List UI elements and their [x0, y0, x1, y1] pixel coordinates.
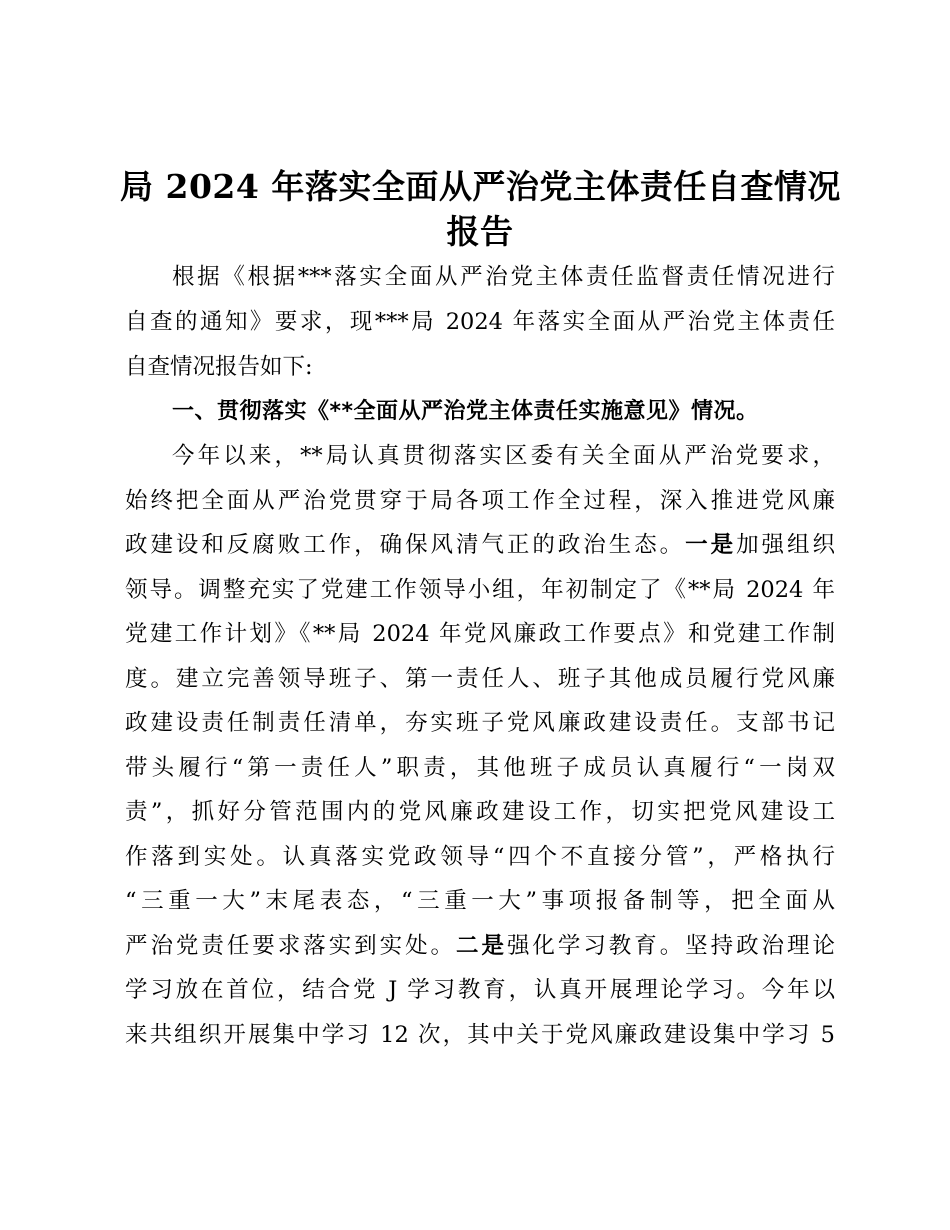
document-title-line-2: 报告 — [446, 212, 514, 251]
body-line-11: “三重一大”末尾表态，“三重一大”事项报备制等，把全面从 — [125, 888, 835, 914]
intro-line-1: 根据《根据***落实全面从严治党主体责任监督责任情况进行 — [172, 264, 835, 290]
body-line-5: 党建工作计划》《**局 2024 年党风廉政工作要点》和党建工作制 — [125, 621, 835, 647]
body-line-12 — [125, 931, 835, 961]
body-line-2: 始终把全面从严治党贯穿于局各项工作全过程，深入推进党风廉 — [125, 488, 835, 514]
body-line-7: 政建设责任制责任清单，夯实班子党风廉政建设责任。支部书记 — [125, 710, 835, 736]
body-line-3-text: 政建设和反腐败工作，确保风清气正的政治生态。 — [125, 532, 686, 558]
bold-marker-first: 一是 — [685, 532, 737, 558]
document-title-line-1: 局 2024 年落实全面从严治党主体责任自查情况 — [120, 167, 841, 206]
section-heading-1: 一、贯彻落实《**全面从严治党主体责任实施意见》情况。 — [172, 399, 759, 424]
body-line-3-tail: 加强组织 — [736, 532, 835, 558]
bold-marker-second: 二是 — [456, 933, 507, 959]
body-line-6: 度。建立完善领导班子、第一责任人、班子其他成员履行党风廉 — [125, 666, 835, 692]
body-line-14: 来共组织开展集中学习 12 次，其中关于党风廉政建设集中学习 5 — [125, 1022, 835, 1048]
body-line-1: 今年以来，**局认真贯彻落实区委有关全面从严治党要求， — [172, 443, 835, 469]
body-line-9: 责”，抓好分管范围内的党风廉政建设工作，切实把党风建设工 — [125, 799, 835, 825]
body-line-12-tail: 强化学习教育。坚持政治理论 — [506, 933, 835, 959]
intro-line-3: 自查情况报告如下: — [125, 354, 313, 380]
body-line-12-text: 严治党责任要求落实到实处。 — [125, 933, 456, 959]
body-line-4: 领导。调整充实了党建工作领导小组，年初制定了《**局 2024 年 — [125, 577, 835, 603]
body-line-10: 作落到实处。认真落实党政领导“四个不直接分管”，严格执行 — [125, 844, 835, 870]
intro-line-2: 自查的通知》要求，现***局 2024 年落实全面从严治党主体责任 — [125, 309, 835, 335]
body-line-13: 学习放在首位，结合党 J 学习教育，认真开展理论学习。今年以 — [125, 977, 835, 1003]
body-line-3 — [125, 530, 835, 560]
body-line-8: 带头履行“第一责任人”职责，其他班子成员认真履行“一岗双 — [125, 755, 835, 781]
